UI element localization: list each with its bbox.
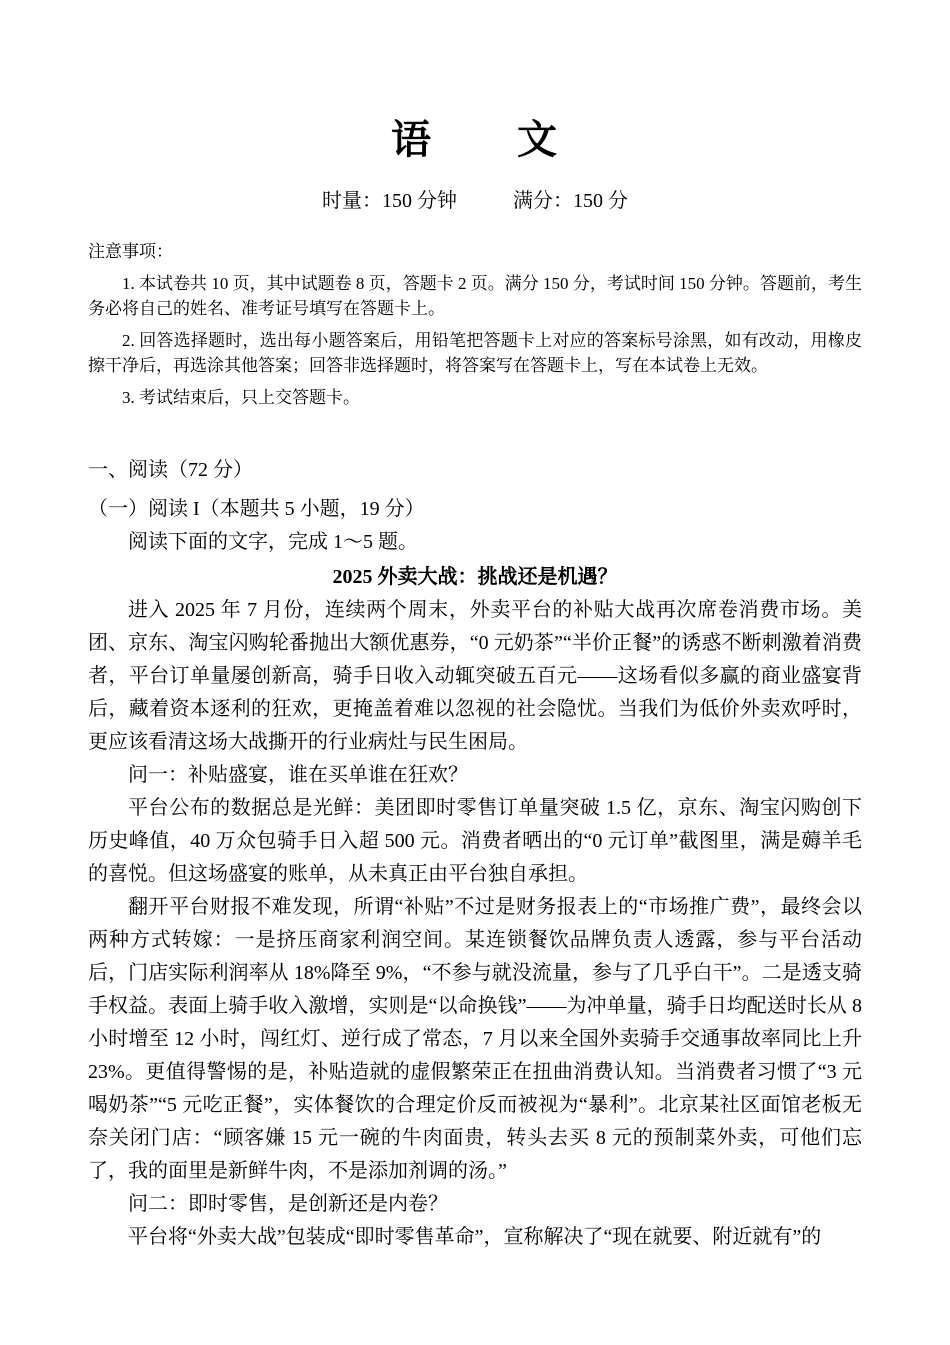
full-score-label: 满分：150 分 xyxy=(513,190,628,212)
time-allowed-label: 时量：150 分钟 xyxy=(322,190,457,212)
notice-section xyxy=(88,239,862,410)
section-1-1-heading: （一）阅读 I（本题共 5 小题，19 分） xyxy=(88,498,425,520)
section-1-heading: 一、阅读（72 分） xyxy=(88,459,253,481)
article-paragraph-3: 翻开平台财报不难发现，所谓“补贴”不过是财务报表上的“市场推广费”，最终会以两种方式转嫁：一是挤压商家利润空间。某连锁餐饮品牌负责人透露，参与平台活动后，门店实际利润率从 18%降至 9%，“不参与就没流量，参与了几乎白干”。二是透支骑手权益。表面上骑手收入激增，实则是“以命换钱”——为冲单量，骑手日均配送时长从 8 小时增至 12 小时，闯红灯、逆行成了常态，7 月以来全国外卖骑手交通事故率同比上升 23%。更值得警惕的是，补贴造就的虚假繁荣正在扭曲消费认知。当消费者习惯了“3 元喝奶茶”“5 元吃正餐”，实体餐饮的合理定价反而被视为“暴利”。北京某社区面馆老板无奈关闭门店：“顾客嫌 15 元一碗的牛肉面贵，转头去买 8 元的预制菜外卖，可他们忘了，我的面里是新鲜牛肉，不是添加剂调的汤。” xyxy=(88,896,862,1182)
doc-subtitle xyxy=(88,184,862,213)
doc-title: 语 文 xyxy=(391,117,559,162)
article-title: 2025 外卖大战：挑战还是机遇？ xyxy=(332,566,618,588)
notice-item-2: 2. 回答选择题时，选出每小题答案后，用铅笔把答题卡上对应的答案标号涂黑，如有改动，用橡皮擦干净后，再选涂其他答案；回答非选择题时，将答案写在答题卡上，写在本试卷上无效。 xyxy=(88,331,862,375)
article-paragraph-4: 平台将“外卖大战”包装成“即时零售革命”，宣称解决了“现在就要、附近就有”的 xyxy=(128,1226,822,1248)
article-paragraph-1: 进入 2025 年 7 月份，连续两个周末，外卖平台的补贴大战再次席卷消费市场。美团、京东、淘宝闪购轮番抛出大额优惠券，“0 元奶茶”“半价正餐”的诱惑不断刺激着消费者，平台订单量屡创新高，骑手日收入动辄突破五百元——这场看似多赢的商业盛宴背后，藏着资本逐利的狂欢，更掩盖着难以忽视的社会隐忧。当我们为低价外卖欢呼时，更应该看清这场大战撕开的行业病灶与民生困局。 xyxy=(88,599,862,753)
notice-heading: 注意事项： xyxy=(88,242,173,261)
notice-item-3: 3. 考试结束后，只上交答题卡。 xyxy=(122,388,360,407)
article-paragraph-2: 平台公布的数据总是光鲜：美团即时零售订单量突破 1.5 亿，京东、淘宝闪购创下历史峰值，40 万众包骑手日入超 500 元。消费者晒出的“0 元订单”截图里，满是薅羊毛的喜悦。但这场盛宴的账单，从未真正由平台独自承担。 xyxy=(88,797,862,885)
reading-instruction: 阅读下面的文字，完成 1～5 题。 xyxy=(128,531,418,553)
notice-item-1: 1. 本试卷共 10 页，其中试题卷 8 页，答题卡 2 页。满分 150 分，考试时间 150 分钟。答题前，考生务必将自己的姓名、准考证号填写在答题卡上。 xyxy=(88,274,862,318)
article-question-2: 问二：即时零售，是创新还是内卷？ xyxy=(128,1193,448,1215)
article-question-1: 问一：补贴盛宴，谁在买单谁在狂欢？ xyxy=(128,764,468,786)
